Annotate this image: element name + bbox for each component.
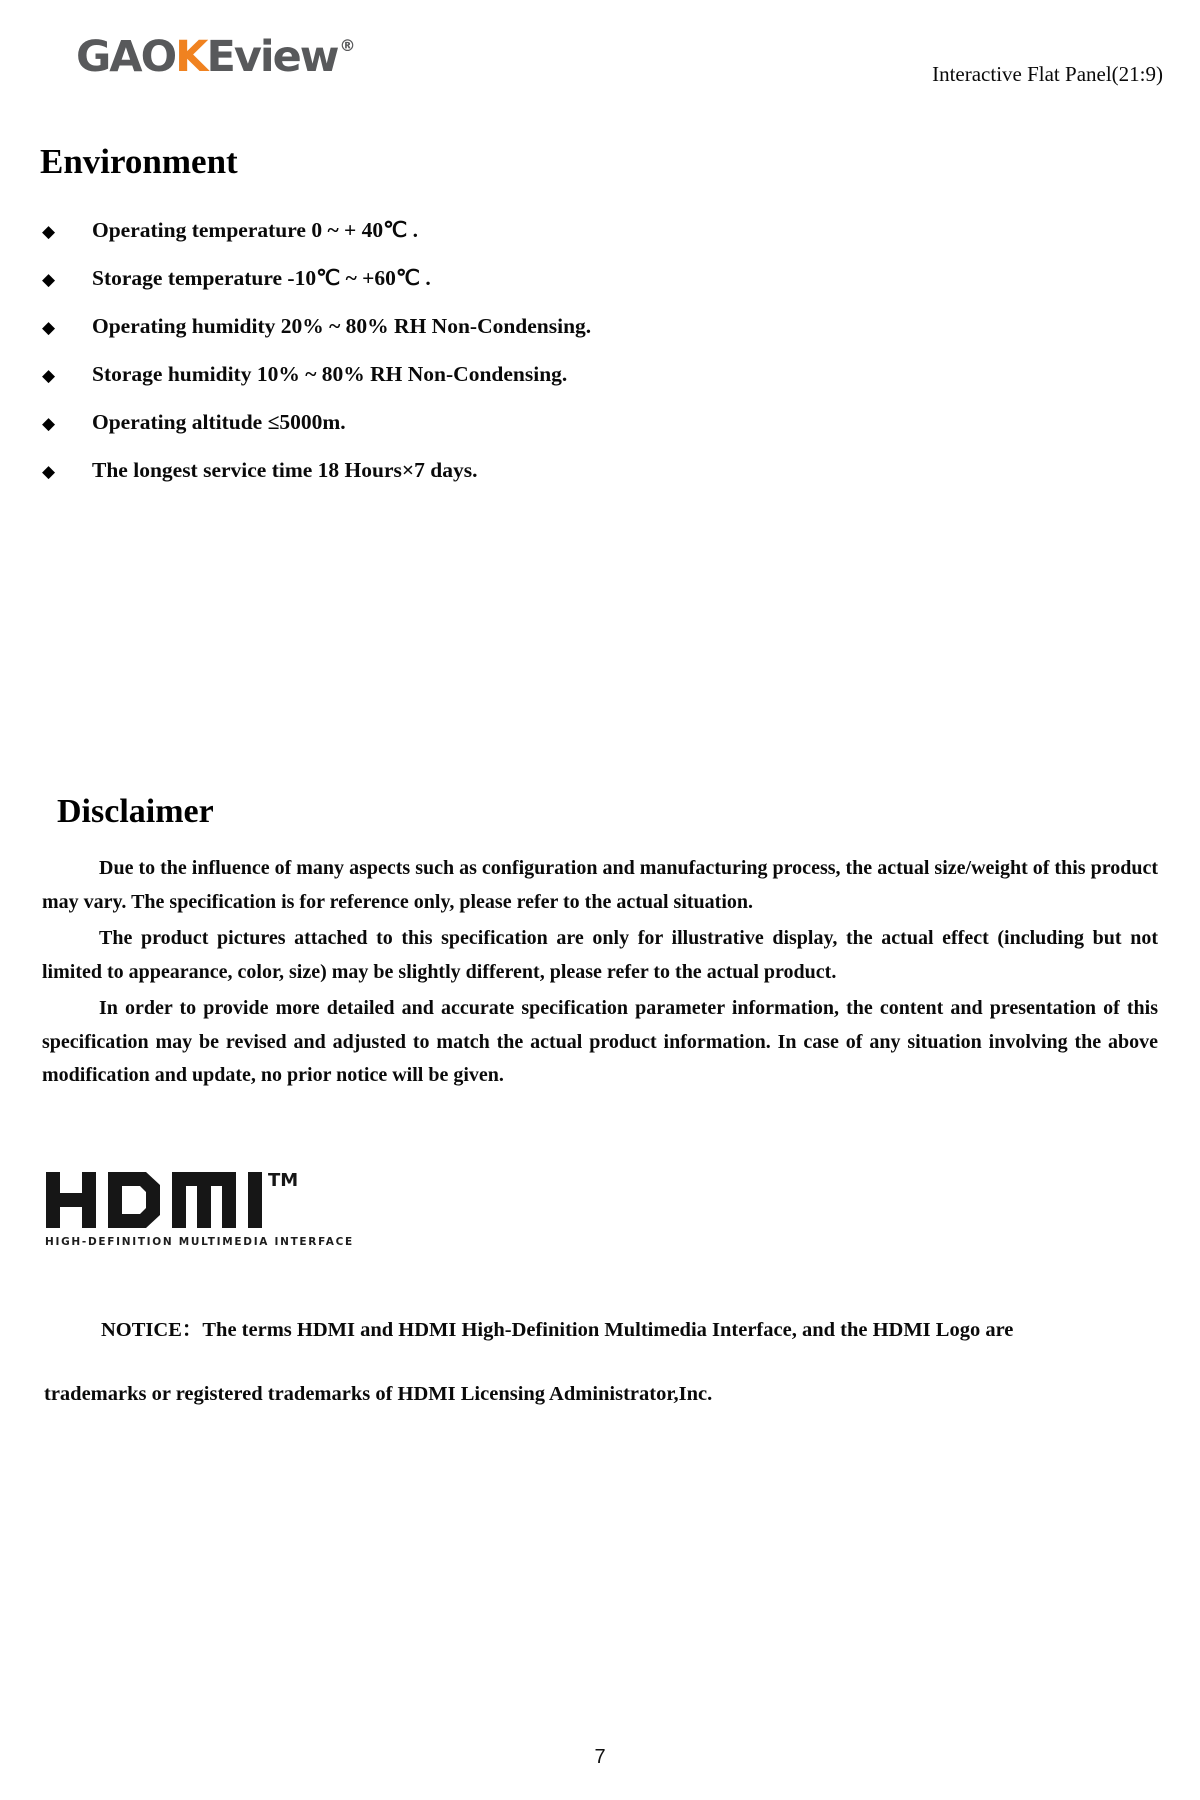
diamond-bullet-icon: ◆ — [42, 270, 56, 290]
disclaimer-paragraph: Due to the influence of many aspects such as configuration and manufacturing process, the actual size/weight of this product may vary. The specification is for reference only, please refer to the actual situation. — [42, 857, 1158, 913]
diamond-bullet-icon: ◆ — [42, 462, 56, 482]
list-item — [40, 362, 1160, 410]
environment-heading: Environment — [40, 142, 238, 181]
list-item — [40, 410, 1160, 458]
page-number: 7 — [594, 1746, 606, 1768]
diamond-bullet-icon: ◆ — [42, 366, 56, 386]
document-header-title: Interactive Flat Panel(21:9) — [932, 62, 1163, 86]
disclaimer-heading: Disclaimer — [57, 793, 214, 830]
disclaimer-paragraph: In order to provide more detailed and accurate specification parameter information, the content and presentation of this specification may be revised and adjusted to match the actual product information. In case of any situation involving the above modification and update, no prior notice will be given. — [42, 997, 1158, 1086]
hdmi-wordmark — [45, 1172, 354, 1229]
diamond-bullet-icon: ◆ — [42, 318, 56, 338]
disclaimer-paragraph: The product pictures attached to this specification are only for illustrative display, the actual effect (including but not limited to appearance, color, size) may be slightly different, please refer to the actual product. — [42, 927, 1158, 983]
spec-text: The longest service time 18 Hours×7 days. — [92, 458, 478, 482]
logo-text-e: E — [206, 32, 234, 82]
environment-spec-list — [40, 218, 1160, 506]
notice-line: NOTICE：The terms HDMI and HDMI High-Definition Multimedia Interface, and the HDMI Logo are — [101, 1319, 1014, 1341]
spec-text: Operating temperature 0 ~ + 40℃ . — [92, 218, 419, 242]
list-item — [40, 218, 1160, 266]
diamond-bullet-icon: ◆ — [42, 414, 56, 434]
gaokeview-logo — [76, 32, 356, 82]
hdmi-logo-block — [45, 1172, 354, 1248]
diamond-bullet-icon: ◆ — [42, 222, 56, 242]
hdmi-notice — [44, 1298, 1158, 1426]
list-item — [40, 314, 1160, 362]
spec-text: Storage temperature -10℃ ~ +60℃ . — [92, 266, 431, 290]
hdmi-logo-icon — [45, 1172, 265, 1229]
logo-text-gao: GAO — [76, 32, 176, 82]
spec-text: Storage humidity 10% ~ 80% RH Non-Condensing. — [92, 362, 568, 386]
environment-section — [40, 142, 1160, 506]
list-item — [40, 458, 1160, 506]
hdmi-subtext: HIGH-DEFINITION MULTIMEDIA INTERFACE — [45, 1236, 354, 1248]
disclaimer-section — [42, 793, 1158, 1096]
list-item — [40, 266, 1160, 314]
tm-mark: TM — [268, 1170, 299, 1191]
spec-text: Operating altitude ≤5000m. — [92, 410, 346, 434]
logo-text-view: view — [233, 32, 338, 82]
registered-trademark-icon: ® — [339, 36, 356, 55]
logo-letter-k-accent: K — [175, 32, 207, 82]
disclaimer-paragraphs — [42, 852, 1158, 1093]
spec-text: Operating humidity 20% ~ 80% RH Non-Condensing. — [92, 314, 592, 338]
notice-line: trademarks or registered trademarks of HDMI Licensing Administrator,Inc. — [44, 1383, 713, 1405]
